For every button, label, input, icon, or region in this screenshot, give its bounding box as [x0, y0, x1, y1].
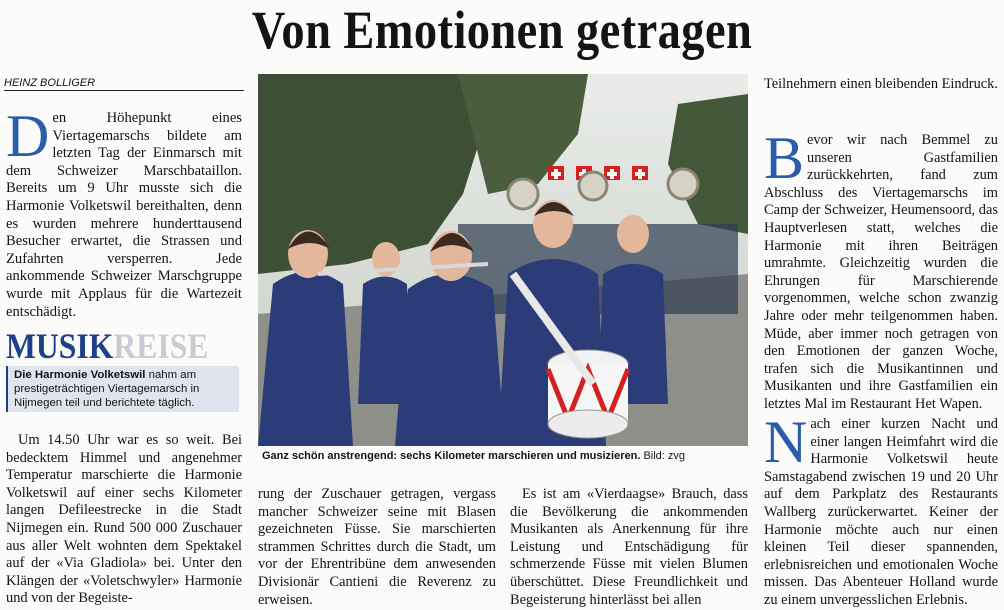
caption-credit: Bild: zvg: [640, 450, 686, 462]
caption-bold: Ganz schön anstrengend: sechs Kilometer marschieren und musizieren.: [262, 450, 641, 462]
intro-text: en Höhepunkt eines Viertagemarschs bildete am letzten Tag der Einmarsch mit dem Schweizer Marschbataillon. Bereits um 9 Uhr musste sich die Harmonie Volketswil bereithalten, denn es wurden mehrere hunderttausend Besucher erwartet, die Strassen und Zufahrten versperren. Jede ankommende Schweizer Marschgruppe wurde mit Applaus für die Wartezeit entschädigt.: [6, 110, 242, 320]
kicker-part1: MUSIK: [6, 326, 114, 366]
kicker-part2: REISE: [113, 326, 209, 366]
dropcap-b: B: [764, 125, 805, 191]
dropcap-n: N: [764, 409, 808, 475]
intro-paragraph: [6, 103, 242, 321]
info-box-text: nahm am prestigeträchtigen Viertagemarsch in Nijmegen teil und berichtete täglich.: [14, 369, 200, 409]
photo-illustration: [258, 74, 748, 446]
byline: HEINZ BOLLIGER: [4, 77, 244, 91]
col4-paragraph-2: [764, 125, 998, 414]
section-kicker: [6, 326, 217, 368]
col4-paragraph-2-text: evor wir nach Bemmel zu unseren Gastfamilien zurückkehrten, fand zum Abschluss des Viertagemarschs im Camp der Schweizer, Heumensoord, das Hauptverlesen statt, welches die Harmonie mit ihren Beiträgen umrahmte. Gleichzeitig wurden die Ehrungen für Marschierende vorgenommen, welche schon zwanzig Jahre oder mehr teilgenommen haben. Müde, aber immer noch getragen von den Emotionen der ganzen Woche, trafen sich die Musikantinnen und Musikanten und ihre Gastfamilien ein letztes Mal im Restaurant Het Wapen.: [764, 132, 998, 412]
col2-bottom-paragraph: rung der Zuschauer getragen, vergass mancher Schweizer seine mit Blasen gezeichneten Füsse. Sie marschierten strammen Schrittes durch die Stadt, um vor der Ehrentribüne dem anwesenden Divisionär Cantieni die Reverenz zu erweisen.: [258, 486, 496, 608]
col4-top-paragraph: Teilnehmern einen bleibenden Eindruck.: [764, 76, 998, 92]
marching-band-photo: [258, 74, 748, 446]
info-box: [6, 366, 239, 412]
headline: Von Emotionen getragen: [251, 0, 753, 60]
info-box-bold: Die Harmonie Volketswil: [14, 369, 146, 381]
dropcap-d: D: [6, 103, 50, 169]
col4-paragraph-3: [764, 409, 998, 610]
col4-paragraph-3-text: ach einer kurzen Nacht und einer langen Heimfahrt wird die Harmonie Volketswil heute Samstagabend zwischen 19 und 20 Uhr auf dem Parkplatz des Restaurants Wallberg zurückerwartet. Keiner der Harmonie möchte auch nur einen kleinen Teil dieser spannenden, erlebnisreichen und emotionalen Woche missen. Das Abenteuer Holland wurde zu einem unvergesslichen Erlebnis.: [764, 416, 998, 608]
col1-bottom-paragraph: Um 14.50 Uhr war es so weit. Bei bedecktem Himmel und angenehmer Temperatur marschierte die Harmonie Volketswil auf einer sechs Kilometer langen Defileestrecke in die Stadt Nijmegen ein. Rund 500 000 Zuschauer aus aller Welt wohnten dem Spektakel auf der «Via Gladiola» bei. Unter den Klängen der «Voletschwyler» Harmonie und von der Begeiste-: [6, 432, 242, 607]
col3-bottom-paragraph: Es ist am «Vierdaagse» Brauch, dass die Bevölkerung die ankommenden Musikanten als Anerkennung für ihre Leistung und Entschädigung für schmerzende Füsse mit vielen Blumen überschüttet. Diese Freundlichkeit und Begeisterung hinterlässt bei allen: [510, 486, 748, 608]
photo-caption: [262, 449, 752, 463]
